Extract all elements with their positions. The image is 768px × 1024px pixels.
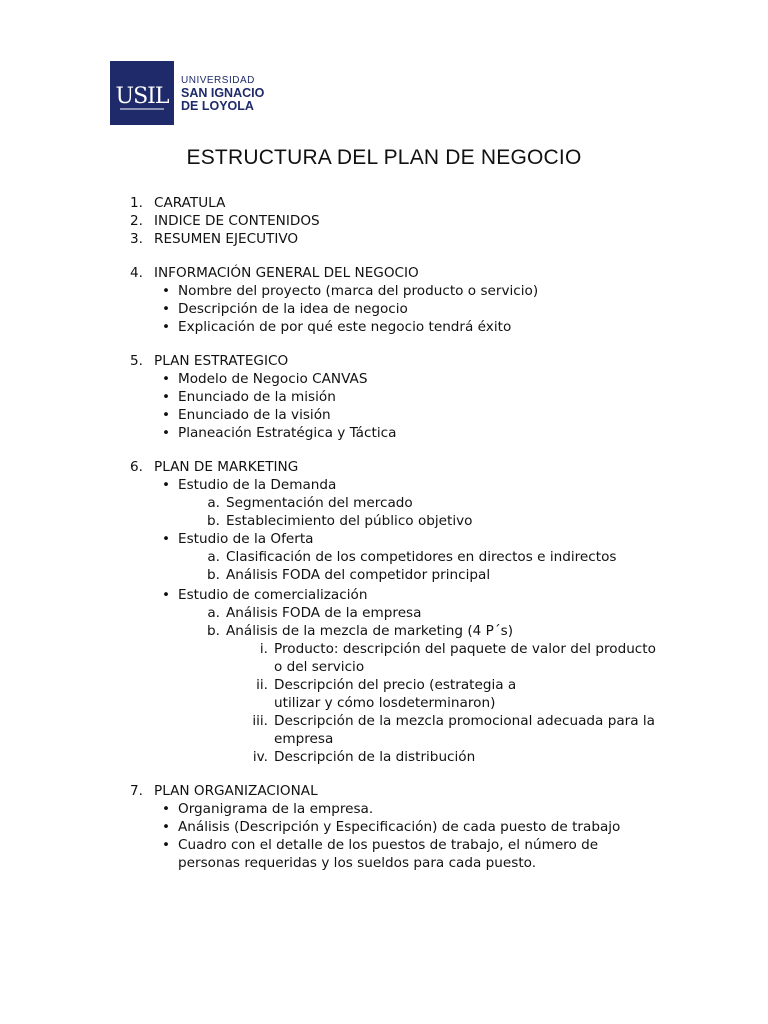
bullet-icon: •: [161, 407, 171, 423]
list-item: [130, 458, 690, 476]
section-title: RESUMEN EJECUTIVO: [154, 231, 299, 247]
roman-item: [130, 748, 690, 766]
sub-item: [130, 494, 690, 512]
list-number: 5.: [130, 353, 143, 369]
roman-text: Descripción de la distribución: [274, 749, 476, 765]
roman-text-line: Descripción del precio (estrategia a: [274, 677, 517, 693]
sub-item: [130, 604, 690, 622]
sub-text: Análisis FODA de la empresa: [226, 605, 422, 621]
bullet-text: Nombre del proyecto (marca del producto o servicio): [178, 283, 539, 299]
sub-text: Clasificación de los competidores en directos e indirectos: [226, 549, 617, 565]
sub-item: [130, 548, 690, 566]
bullet-icon: •: [161, 425, 171, 441]
logo-wordmark: [181, 74, 264, 113]
list-item: [130, 352, 690, 370]
sub-marker: b.: [207, 567, 220, 583]
roman-text: [274, 640, 690, 676]
list-item: [130, 212, 690, 230]
sub-marker: a.: [207, 549, 220, 565]
bullet-text: Descripción de la idea de negocio: [178, 301, 408, 317]
bullet-item: [130, 800, 690, 818]
roman-text-line: utilizar y cómo losdeterminaron): [274, 695, 496, 711]
roman-marker: i.: [259, 641, 268, 657]
list-item: [130, 194, 690, 212]
bullet-text: [178, 836, 690, 872]
logo-line-2: SAN IGNACIO: [181, 85, 265, 100]
list-number: 1.: [130, 195, 143, 211]
bullet-text-line: Cuadro con el detalle de los puestos de trabajo, el número de: [178, 837, 599, 853]
bullet-icon: •: [161, 283, 171, 299]
list-number: 2.: [130, 213, 143, 229]
usil-monogram-icon: [110, 61, 174, 125]
bullet-text: Enunciado de la visión: [178, 407, 331, 423]
section-title: PLAN DE MARKETING: [154, 459, 299, 475]
roman-item: [130, 640, 690, 676]
section-title: INFORMACIÓN GENERAL DEL NEGOCIO: [154, 265, 419, 281]
bullet-icon: •: [161, 587, 171, 603]
bullet-text: Enunciado de la misión: [178, 389, 336, 405]
bullet-text: Explicación de por qué este negocio tendrá éxito: [178, 319, 512, 335]
sub-text: Establecimiento del público objetivo: [226, 513, 473, 529]
bullet-item: [130, 388, 690, 406]
sub-text: Análisis de la mezcla de marketing (4 P´s): [226, 623, 513, 639]
bullet-item: [130, 406, 690, 424]
roman-text-line: Producto: descripción del paquete de valor del producto: [274, 641, 656, 657]
list-number: 4.: [130, 265, 143, 281]
bullet-item: [130, 282, 690, 300]
bullet-item: [130, 476, 690, 494]
bullet-item: [130, 586, 690, 604]
bullet-item: [130, 818, 690, 836]
roman-text: [274, 676, 690, 712]
section-title: PLAN ESTRATEGICO: [154, 353, 289, 369]
section-title: CARATULA: [154, 195, 226, 211]
university-logo: [110, 61, 264, 125]
logo-emblem: [110, 61, 174, 125]
svg-text:USIL: USIL: [115, 84, 169, 109]
document-body: [130, 194, 690, 872]
bullet-icon: •: [161, 371, 171, 387]
sub-item: [130, 566, 690, 584]
logo-line-1: UNIVERSIDAD: [181, 74, 255, 86]
sub-text: Análisis FODA del competidor principal: [226, 567, 491, 583]
bullet-icon: •: [161, 531, 171, 547]
bullet-item: [130, 836, 690, 872]
section-title: PLAN ORGANIZACIONAL: [154, 783, 318, 799]
sub-marker: b.: [207, 513, 220, 529]
roman-marker: iii.: [252, 713, 268, 729]
bullet-item: [130, 530, 690, 548]
roman-text-line: o del servicio: [274, 659, 365, 675]
list-item: [130, 264, 690, 282]
bullet-text: Organigrama de la empresa.: [178, 801, 374, 817]
bullet-text: Estudio de la Oferta: [178, 531, 314, 547]
roman-text-line: empresa: [274, 731, 334, 747]
bullet-icon: •: [161, 301, 171, 317]
bullet-icon: •: [161, 319, 171, 335]
bullet-text: Planeación Estratégica y Táctica: [178, 425, 397, 441]
sub-marker: a.: [207, 495, 220, 511]
roman-item: [130, 712, 690, 748]
logo-line-3: DE LOYOLA: [181, 98, 254, 113]
bullet-text-line: personas requeridas y los sueldos para cada puesto.: [178, 855, 537, 871]
section-title: INDICE DE CONTENIDOS: [154, 213, 320, 229]
bullet-icon: •: [161, 389, 171, 405]
sub-marker: b.: [207, 623, 220, 639]
bullet-icon: •: [161, 801, 171, 817]
roman-item: [130, 676, 690, 712]
sub-text: Segmentación del mercado: [226, 495, 413, 511]
bullet-text: Estudio de la Demanda: [178, 477, 337, 493]
bullet-text: Estudio de comercialización: [178, 587, 368, 603]
roman-marker: iv.: [252, 749, 268, 765]
bullet-item: [130, 424, 690, 442]
bullet-item: [130, 318, 690, 336]
list-number: 3.: [130, 231, 143, 247]
bullet-text: Análisis (Descripción y Especificación) de cada puesto de trabajo: [178, 819, 621, 835]
sub-item: [130, 622, 690, 640]
roman-text-line: Descripción de la mezcla promocional adecuada para la: [274, 713, 656, 729]
list-number: 7.: [130, 783, 143, 799]
sub-item: [130, 512, 690, 530]
bullet-icon: •: [161, 837, 171, 853]
bullet-item: [130, 300, 690, 318]
roman-marker: ii.: [256, 677, 268, 693]
list-number: 6.: [130, 459, 143, 475]
list-item: [130, 230, 690, 248]
bullet-icon: •: [161, 819, 171, 835]
document-title: ESTRUCTURA DEL PLAN DE NEGOCIO: [186, 146, 582, 169]
sub-marker: a.: [207, 605, 220, 621]
roman-text: [274, 712, 690, 748]
bullet-text: Modelo de Negocio CANVAS: [178, 371, 368, 387]
list-item: [130, 782, 690, 800]
bullet-item: [130, 370, 690, 388]
bullet-icon: •: [161, 477, 171, 493]
